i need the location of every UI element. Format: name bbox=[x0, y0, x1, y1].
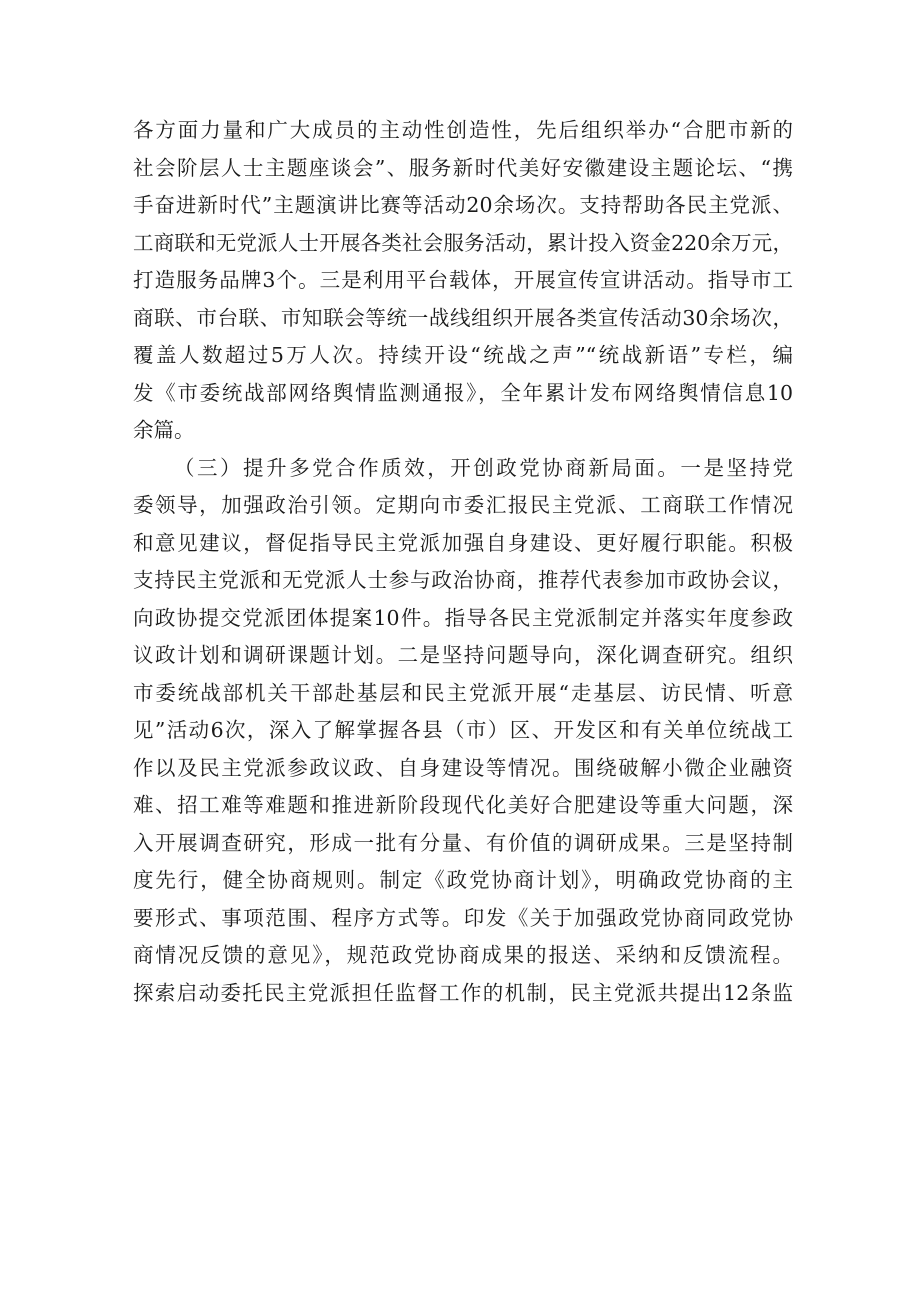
text-line: 商联、市台联、市知联会等统一战线组织开展各类宣传活动30余场次， bbox=[133, 305, 793, 330]
body-text bbox=[133, 112, 793, 1012]
text-line: 探索启动委托民主党派担任监督工作的机制，民主党派共提出12条监 bbox=[133, 980, 793, 1005]
text-line: 委领导，加强政治引领。定期向市委汇报民主党派、工商联工作情况 bbox=[133, 493, 793, 517]
text-line: 各方面力量和广大成员的主动性创造性，先后组织举办“合肥市新的 bbox=[133, 118, 793, 142]
text-line: 发《市委统战部网络舆情监测通报》，全年累计发布网络舆情信息10 bbox=[133, 380, 793, 405]
text-line: 入开展调查研究，形成一批有分量、有价值的调研成果。三是坚持制 bbox=[133, 830, 793, 855]
text-line: 向政协提交党派团体提案10件。指导各民主党派制定并落实年度参政 bbox=[133, 605, 793, 630]
text-line: 商情况反馈的意见》，规范政党协商成果的报送、采纳和反馈流程。 bbox=[133, 943, 793, 967]
text-line: 打造服务品牌3个。三是利用平台载体，开展宣传宣讲活动。指导市工 bbox=[133, 268, 793, 292]
text-line: 支持民主党派和无党派人士参与政治协商，推荐代表参加市政协会议， bbox=[133, 568, 793, 592]
section-heading-line: （三）提升多党合作质效，开创政党协商新局面。一是坚持党 bbox=[174, 455, 793, 480]
text-line: 手奋进新时代”主题演讲比赛等活动20余场次。支持帮助各民主党派、 bbox=[133, 193, 793, 217]
text-line: 作以及民主党派参政议政、自身建设等情况。围绕破解小微企业融资 bbox=[133, 755, 793, 780]
text-line: 见”活动6次，深入了解掌握各县（市）区、开发区和有关单位统战工 bbox=[133, 718, 793, 742]
text-line: 覆盖人数超过5万人次。持续开设“统战之声”“统战新语”专栏，编 bbox=[133, 343, 793, 367]
text-line: 余篇。 bbox=[133, 418, 195, 442]
text-line: 工商联和无党派人士开展各类社会服务活动，累计投入资金220余万元， bbox=[133, 230, 793, 255]
text-line: 度先行，健全协商规则。制定《政党协商计划》，明确政党协商的主 bbox=[133, 868, 793, 892]
text-line: 难、招工难等难题和推进新阶段现代化美好合肥建设等重大问题，深 bbox=[133, 793, 793, 817]
text-line: 市委统战部机关干部赴基层和民主党派开展“走基层、访民情、听意 bbox=[133, 680, 793, 705]
text-line: 和意见建议，督促指导民主党派加强自身建设、更好履行职能。积极 bbox=[133, 530, 793, 555]
text-line: 议政计划和调研课题计划。二是坚持问题导向，深化调查研究。组织 bbox=[133, 643, 793, 667]
text-line: 社会阶层人士主题座谈会”、服务新时代美好安徽建设主题论坛、“携 bbox=[133, 155, 793, 180]
text-line: 要形式、事项范围、程序方式等。印发《关于加强政党协商同政党协 bbox=[133, 905, 793, 930]
